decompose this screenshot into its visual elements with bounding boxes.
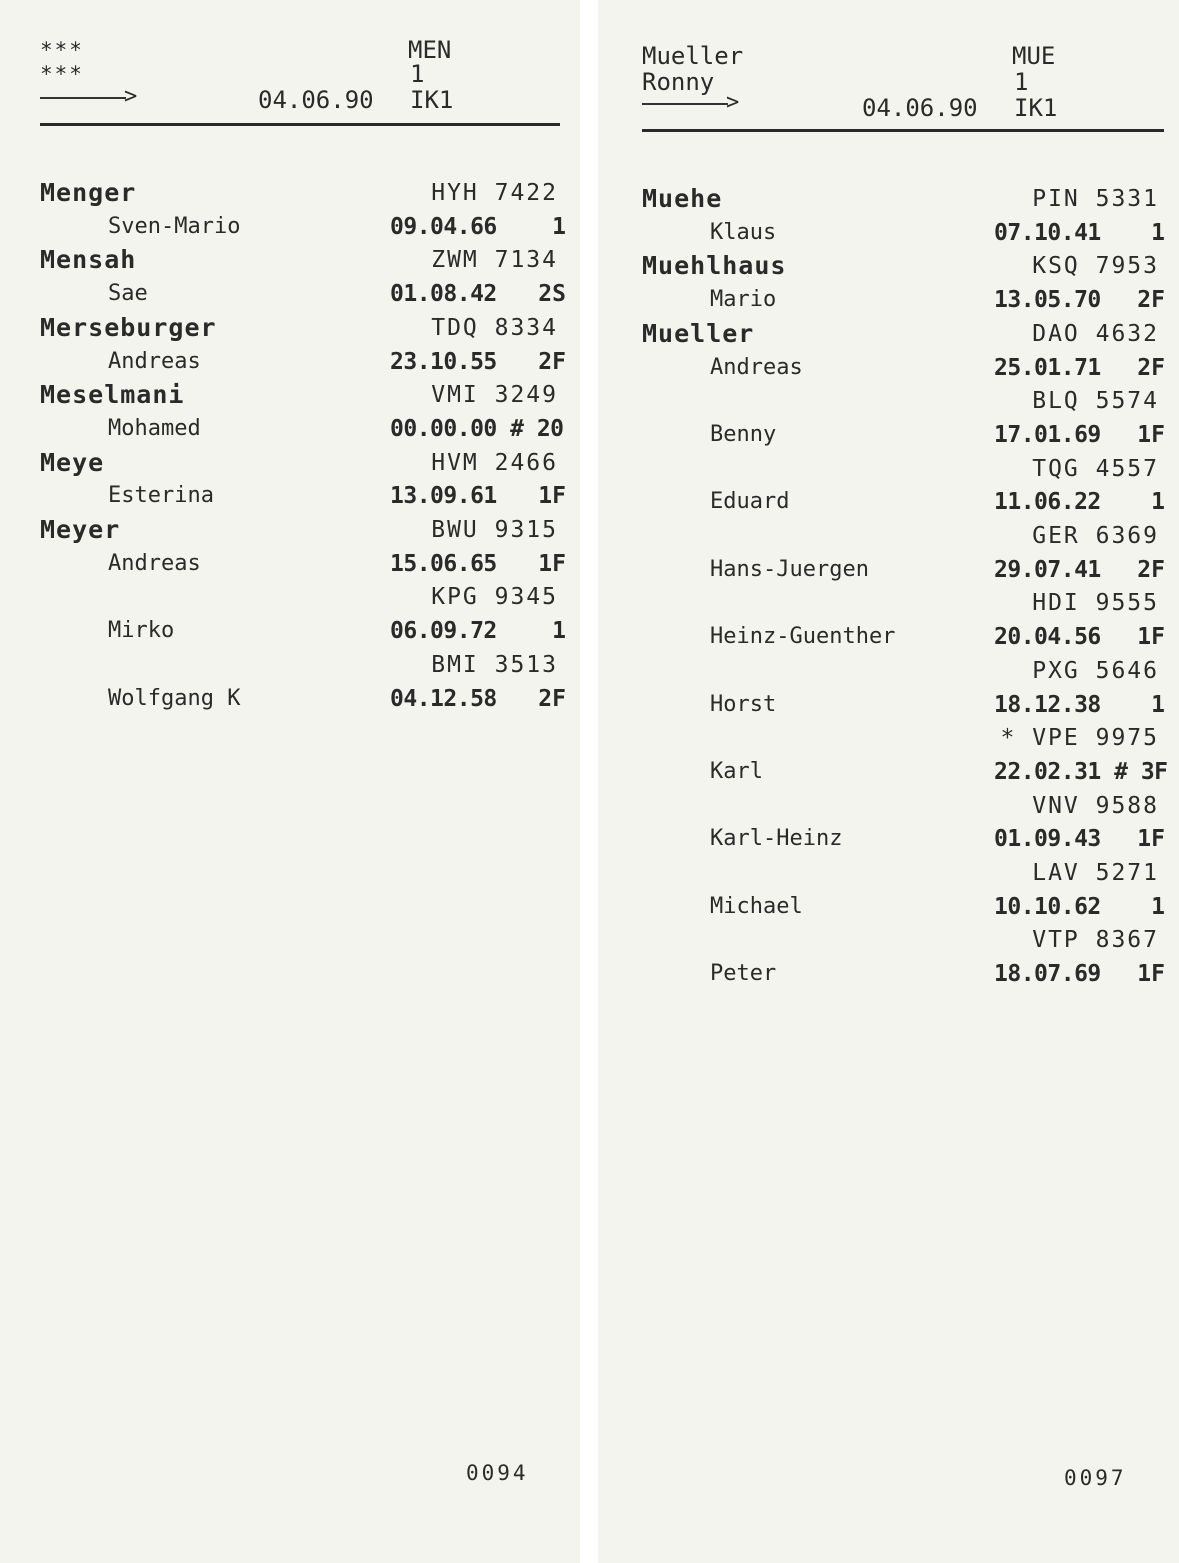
record-code: VMI 3249 bbox=[431, 382, 558, 409]
status-flag: 1 bbox=[552, 618, 566, 645]
status-flag: 1F bbox=[1137, 826, 1165, 853]
record-code: HYH 7422 bbox=[431, 180, 558, 206]
given-name: Mohamed bbox=[108, 415, 201, 441]
given-name: Mirko bbox=[108, 618, 175, 644]
list-item bbox=[0, 648, 580, 682]
arrow-icon: > bbox=[642, 94, 746, 114]
birth-date: 06.09.72 bbox=[390, 618, 497, 645]
surname: Muehe bbox=[642, 184, 723, 213]
surname: Menger bbox=[40, 178, 137, 207]
birth-date: 15.06.65 bbox=[390, 550, 497, 577]
arrow-icon: > bbox=[40, 88, 144, 108]
list-item bbox=[598, 317, 1179, 351]
given-name: Karl-Heinz bbox=[710, 826, 843, 852]
given-name: Andreas bbox=[108, 550, 201, 576]
birth-date: 07.10.41 bbox=[994, 219, 1101, 246]
surname: Meye bbox=[40, 447, 105, 477]
list-item bbox=[598, 519, 1179, 553]
list-item bbox=[598, 485, 1179, 519]
birth-date: 13.05.70 bbox=[994, 287, 1101, 314]
header-name-line1: Mueller bbox=[642, 42, 744, 70]
list-item bbox=[598, 923, 1179, 957]
list-item bbox=[0, 412, 580, 446]
header-name-line2: Ronny bbox=[642, 68, 715, 96]
status-flag: 1F bbox=[538, 483, 566, 510]
birth-date: 20.04.56 bbox=[994, 624, 1101, 651]
given-name: Andreas bbox=[108, 348, 201, 374]
list-item bbox=[0, 614, 580, 648]
list-item bbox=[598, 856, 1179, 890]
header-tag: IK1 bbox=[410, 86, 454, 114]
surname: Muehlhaus bbox=[642, 251, 787, 281]
given-name: Heinz-Guenther bbox=[710, 624, 896, 650]
list-item bbox=[598, 620, 1179, 654]
birth-date: 18.12.38 bbox=[994, 691, 1101, 718]
list-item bbox=[0, 446, 580, 480]
list-item bbox=[598, 384, 1179, 418]
status-flag: 1 bbox=[1151, 219, 1165, 246]
list-item bbox=[598, 182, 1179, 216]
list-item bbox=[598, 721, 1179, 755]
list-item bbox=[598, 216, 1179, 250]
birth-date: 13.09.61 bbox=[390, 483, 497, 510]
birth-date: 17.01.69 bbox=[994, 421, 1101, 448]
given-name: Mario bbox=[710, 287, 777, 313]
record-code: DAO 4632 bbox=[1032, 320, 1159, 347]
list-item bbox=[598, 755, 1179, 789]
list-item bbox=[0, 513, 580, 547]
birth-date: 01.08.42 bbox=[390, 281, 497, 308]
record-code: LAV 5271 bbox=[1032, 860, 1159, 886]
list-item bbox=[0, 345, 580, 379]
given-name: Peter bbox=[710, 961, 777, 987]
header-name-line2: *** bbox=[40, 62, 84, 86]
birth-date: 01.09.43 bbox=[994, 826, 1101, 853]
list-item bbox=[598, 654, 1179, 688]
list-item bbox=[0, 547, 580, 581]
birth-date: 29.07.41 bbox=[994, 556, 1101, 583]
given-name: Sven-Mario bbox=[108, 213, 241, 239]
list-item bbox=[0, 479, 580, 513]
header-rule bbox=[40, 123, 560, 126]
status-flag: 1 bbox=[1151, 691, 1165, 718]
given-name: Hans-Juergen bbox=[710, 556, 869, 582]
list-item bbox=[598, 586, 1179, 620]
header-date: 04.06.90 bbox=[862, 94, 978, 122]
list-item bbox=[598, 890, 1179, 924]
status-flag: 2F bbox=[1137, 287, 1165, 314]
birth-date: 23.10.55 bbox=[390, 348, 497, 375]
surname: Mensah bbox=[40, 245, 137, 275]
birth-date: 09.04.66 bbox=[390, 213, 497, 240]
record-code: BLQ 5574 bbox=[1032, 388, 1159, 415]
status-flag: 2F bbox=[538, 685, 566, 712]
header-date: 04.06.90 bbox=[258, 86, 374, 114]
list-item bbox=[598, 553, 1179, 587]
list-item bbox=[0, 682, 580, 716]
given-name: Eduard bbox=[710, 489, 790, 515]
status-flag: 2F bbox=[538, 348, 566, 375]
birth-date: 22.02.31 # 3F bbox=[994, 758, 1168, 785]
list-item bbox=[598, 452, 1179, 486]
record-code: HDI 9555 bbox=[1032, 590, 1159, 617]
status-flag: 1F bbox=[538, 550, 566, 577]
birth-date: 10.10.62 bbox=[994, 893, 1101, 920]
given-name: Esterina bbox=[108, 483, 214, 509]
list-item bbox=[0, 277, 580, 311]
record-code: BWU 9315 bbox=[431, 517, 558, 543]
given-name: Wolfgang K bbox=[108, 685, 241, 711]
list-item bbox=[0, 243, 580, 277]
birth-date: 11.06.22 bbox=[994, 489, 1101, 516]
record-code: VTP 8367 bbox=[1032, 927, 1159, 954]
list-item bbox=[0, 176, 580, 210]
status-flag: 1F bbox=[1137, 421, 1165, 448]
list-item bbox=[0, 210, 580, 244]
birth-date: 04.12.58 bbox=[390, 685, 497, 712]
page-number: 0097 bbox=[1064, 1466, 1127, 1490]
header-name-line1: *** bbox=[40, 38, 84, 62]
list-item bbox=[598, 418, 1179, 452]
header-code: MEN bbox=[408, 36, 452, 64]
page-number: 0094 bbox=[466, 1461, 529, 1485]
list-item bbox=[598, 789, 1179, 823]
list-item bbox=[598, 283, 1179, 317]
record-code: HVM 2466 bbox=[431, 449, 558, 476]
given-name: Sae bbox=[108, 281, 148, 307]
list-item bbox=[598, 249, 1179, 283]
given-name: Horst bbox=[710, 691, 777, 717]
status-flag: 2F bbox=[1137, 556, 1165, 583]
record-code: GER 6369 bbox=[1032, 523, 1159, 549]
header-number: 1 bbox=[410, 60, 425, 88]
header-rule bbox=[642, 129, 1164, 132]
record-code: TQG 4557 bbox=[1032, 455, 1159, 482]
given-name: Andreas bbox=[710, 354, 803, 380]
given-name: Michael bbox=[710, 893, 803, 919]
record-code: KPG 9345 bbox=[431, 584, 558, 611]
status-flag: 1 bbox=[552, 213, 566, 240]
birth-date: 00.00.00 # 20 bbox=[390, 415, 564, 442]
record-code: * VPE 9975 bbox=[1000, 725, 1159, 752]
record-code: PIN 5331 bbox=[1032, 186, 1159, 212]
record-code: VNV 9588 bbox=[1032, 792, 1159, 819]
surname: Meselmani bbox=[40, 380, 185, 410]
status-flag: 1 bbox=[1151, 893, 1165, 920]
record-code: TDQ 8334 bbox=[431, 314, 558, 341]
list-item bbox=[598, 688, 1179, 722]
header-tag: IK1 bbox=[1014, 94, 1058, 122]
record-code: PXG 5646 bbox=[1032, 657, 1159, 684]
status-flag: 1 bbox=[1151, 489, 1165, 516]
record-code: ZWM 7134 bbox=[431, 247, 558, 274]
list-item bbox=[0, 580, 580, 614]
given-name: Benny bbox=[710, 421, 777, 447]
status-flag: 1F bbox=[1137, 624, 1165, 651]
list-item bbox=[0, 311, 580, 345]
birth-date: 25.01.71 bbox=[994, 354, 1101, 381]
header-code: MUE bbox=[1012, 42, 1056, 70]
list-item bbox=[598, 822, 1179, 856]
status-flag: 2F bbox=[1137, 354, 1165, 381]
surname: Meyer bbox=[40, 515, 121, 544]
surname: Merseburger bbox=[40, 312, 217, 342]
given-name: Karl bbox=[710, 758, 763, 784]
given-name: Klaus bbox=[710, 219, 777, 245]
list-item bbox=[598, 957, 1179, 991]
list-item bbox=[598, 351, 1179, 385]
index-card-right bbox=[598, 0, 1179, 1563]
record-code: KSQ 7953 bbox=[1032, 253, 1159, 280]
status-flag: 2S bbox=[538, 281, 566, 308]
birth-date: 18.07.69 bbox=[994, 961, 1101, 988]
surname: Mueller bbox=[642, 318, 755, 348]
record-code: BMI 3513 bbox=[431, 651, 558, 678]
status-flag: 1F bbox=[1137, 961, 1165, 988]
index-card-left bbox=[0, 0, 580, 1563]
header-number: 1 bbox=[1014, 68, 1029, 96]
list-item bbox=[0, 378, 580, 412]
